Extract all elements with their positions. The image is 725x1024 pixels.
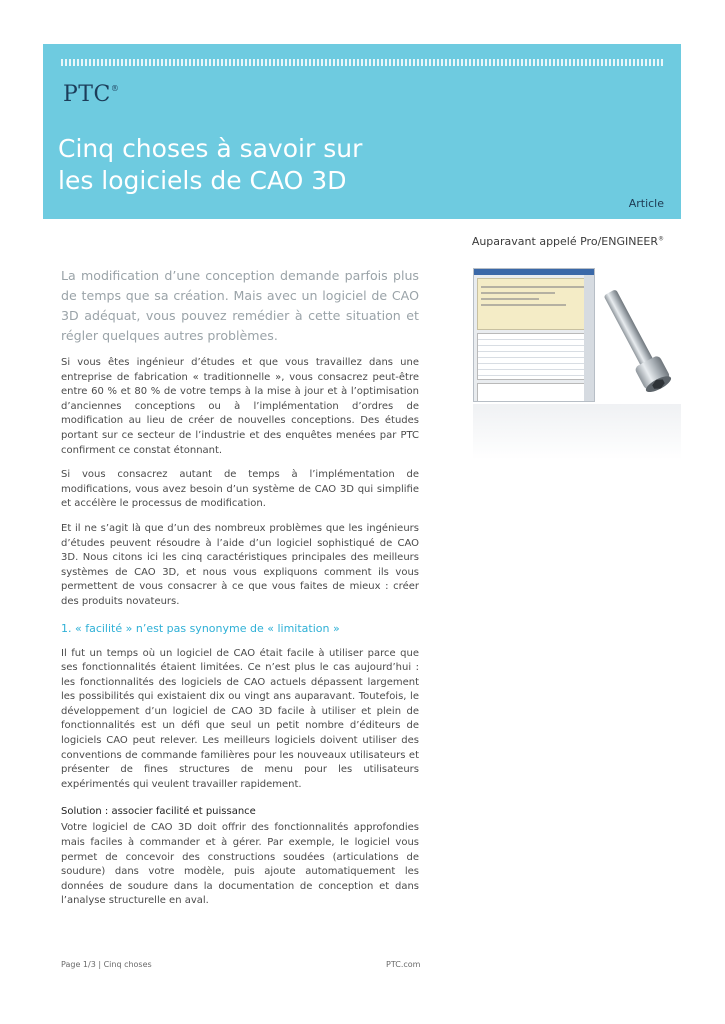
lead-paragraph: La modification d’une conception demande parfois plus de temps que sa création. Mais avec un logiciel de CAO 3D adéquat, vous pouvez remédier à cette situation et régler quelques autres problèmes. xyxy=(61,268,419,343)
product-figure xyxy=(473,268,681,458)
ptc-logo: PTC® xyxy=(63,82,120,107)
solution-heading: Solution : associer facilité et puissance xyxy=(61,806,256,818)
page-footer-right: PTC.com xyxy=(386,960,421,969)
section-heading-1: 1. « facilité » n’est pas synonyme de « limitation » xyxy=(61,621,340,635)
page-footer-left: Page 1/3 | Cinq choses xyxy=(61,960,152,969)
cap-screw-icon xyxy=(599,278,681,408)
document-title xyxy=(58,133,498,197)
paragraph-3: Et il ne s’agit là que d’un des nombreux problèmes que les ingénieurs d’études peuvent résoudre à l’aide d’un logiciel sophistiqué de CAO 3D. Nous citons ici les cinq caractéristiques principales des meilleurs systèmes de CAO 3D, et nous vous expliquons comment ils vous permettent de vous consacrer à ce que vous faites de mieux : créer des produits novateurs. xyxy=(61,522,419,607)
paragraph-5: Votre logiciel de CAO 3D doit offrir des fonctionnalités approfondies mais faciles à commander et à gérer. Par exemple, le logiciel vous permet de concevoir des constructions soudées (articulations de soudure) dans votre modèle, puis ajoute automatiquement les données de soudure dans la documentation de conception et dans l’analyse structurelle en aval. xyxy=(61,822,419,907)
paragraph-2: Si vous consacrez autant de temps à l’implémentation de modifications, vous avez besoin d’un système de CAO 3D qui simplifie et accélère le processus de modification. xyxy=(61,469,419,510)
decorative-tick-strip xyxy=(61,59,663,66)
article-body xyxy=(61,266,419,919)
formerly-known-as: Auparavant appelé Pro/ENGINEER® xyxy=(471,235,664,248)
document-type-label: Article xyxy=(628,197,664,210)
title-line-2: les logiciels de CAO 3D xyxy=(58,166,347,195)
title-line-1: Cinq choses à savoir sur xyxy=(58,134,363,163)
figure-reflection xyxy=(473,404,681,460)
software-window-icon xyxy=(473,268,595,402)
paragraph-4: Il fut un temps où un logiciel de CAO était facile à utiliser parce que ses fonctionnalités étaient limitées. Ce n’est plus le cas aujourd’hui : les fonctionnalités des logiciels de CAO actuels dépassent largement les possibilités qui existaient dix ou vingt ans auparavant. Toutefois, le développement d’un logiciel de CAO 3D facile à utiliser et plein de fonctionnalités est un défi que seul un petit nombre d’éditeurs de logiciels CAO peut relever. Les meilleurs logiciels doivent utiliser des conventions de commande familières pour les nouveaux utilisateurs et présenter de fines structures de menu pour les utilisateurs expérimentés qui veulent travailler rapidement. xyxy=(61,647,419,790)
header-banner xyxy=(43,44,681,219)
paragraph-1: Si vous êtes ingénieur d’études et que vous travaillez dans une entreprise de fabrication « traditionnelle », vous consacrez peut-être entre 60 % et 80 % de votre temps à la mise à jour et à l’optimisation d’anciennes conceptions ou à l’implémentation d’ordres de modification au lieu de créer de nouvelles conceptions. Des études portant sur ce secteur de l’industrie et des enquêtes menées par PTC confirment ce constat étonnant. xyxy=(61,357,419,456)
